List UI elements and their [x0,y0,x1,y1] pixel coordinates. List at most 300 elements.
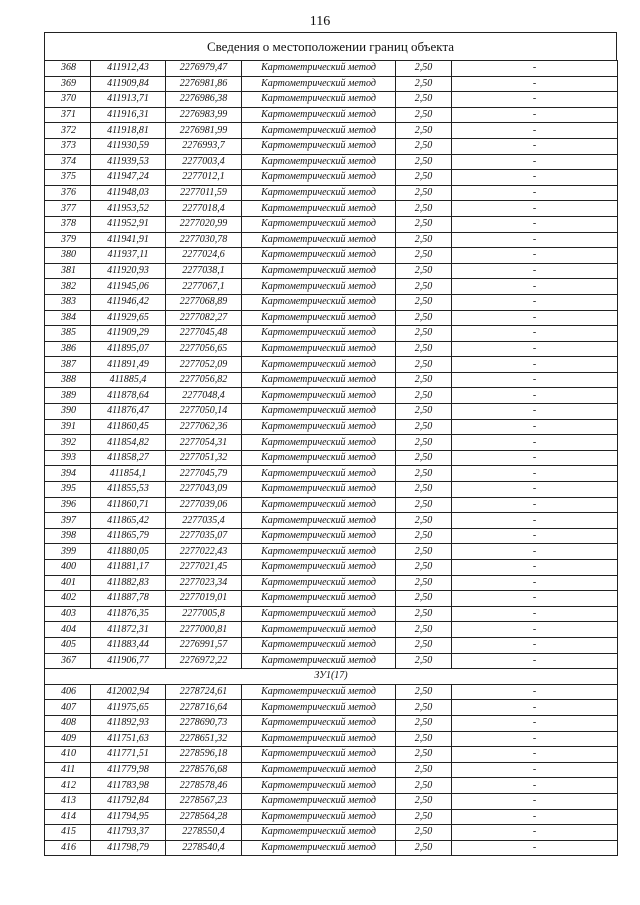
x-coordinate-cell: 411885,4 [91,372,166,388]
method-cell: Картометрический метод [242,762,396,778]
accuracy-cell: 2,50 [396,123,452,139]
accuracy-cell: 2,50 [396,450,452,466]
point-number-cell: 416 [45,840,91,856]
method-cell: Картометрический метод [242,622,396,638]
method-cell: Картометрический метод [242,825,396,841]
description-cell: - [452,232,618,248]
table-row [45,248,618,264]
y-coordinate-cell: 2277022,43 [166,544,242,560]
y-coordinate-cell: 2277052,09 [166,357,242,373]
method-cell: Картометрический метод [242,715,396,731]
description-cell: - [452,700,618,716]
x-coordinate-cell: 411878,64 [91,388,166,404]
accuracy-cell: 2,50 [396,747,452,763]
point-number-cell: 385 [45,326,91,342]
table-row [45,762,618,778]
description-cell: - [452,248,618,264]
table-row [45,544,618,560]
description-cell: - [452,435,618,451]
x-coordinate-cell: 411779,98 [91,762,166,778]
accuracy-cell: 2,50 [396,76,452,92]
y-coordinate-cell: 2278567,23 [166,793,242,809]
y-coordinate-cell: 2277012,1 [166,170,242,186]
y-coordinate-cell: 2277000,81 [166,622,242,638]
method-cell: Картометрический метод [242,731,396,747]
method-cell: Картометрический метод [242,809,396,825]
table-row [45,232,618,248]
point-number-cell: 406 [45,684,91,700]
accuracy-cell: 2,50 [396,435,452,451]
description-cell: - [452,715,618,731]
table-row [45,497,618,513]
page-number: 116 [309,14,331,29]
description-cell: - [452,778,618,794]
method-cell: Картометрический метод [242,591,396,607]
method-cell: Картометрический метод [242,482,396,498]
table-row [45,466,618,482]
x-coordinate-cell: 411771,51 [91,747,166,763]
accuracy-cell: 2,50 [396,232,452,248]
y-coordinate-cell: 2277021,45 [166,560,242,576]
x-coordinate-cell: 411975,65 [91,700,166,716]
y-coordinate-cell: 2276981,86 [166,76,242,92]
y-coordinate-cell: 2277003,4 [166,154,242,170]
method-cell: Картометрический метод [242,248,396,264]
x-coordinate-cell: 411783,98 [91,778,166,794]
point-number-cell: 367 [45,653,91,669]
method-cell: Картометрический метод [242,497,396,513]
table-row [45,560,618,576]
method-cell: Картометрический метод [242,216,396,232]
description-cell: - [452,762,618,778]
point-number-cell: 373 [45,138,91,154]
y-coordinate-cell: 2277056,65 [166,341,242,357]
y-coordinate-cell: 2277082,27 [166,310,242,326]
x-coordinate-cell: 411793,37 [91,825,166,841]
table-body [45,61,618,856]
x-coordinate-cell: 411854,82 [91,435,166,451]
x-coordinate-cell: 411858,27 [91,450,166,466]
description-cell: - [452,61,618,77]
table-row [45,216,618,232]
point-number-cell: 377 [45,201,91,217]
accuracy-cell: 2,50 [396,591,452,607]
y-coordinate-cell: 2277043,09 [166,482,242,498]
point-number-cell: 412 [45,778,91,794]
description-cell: - [452,731,618,747]
x-coordinate-cell: 411865,79 [91,528,166,544]
accuracy-cell: 2,50 [396,793,452,809]
table-row [45,310,618,326]
description-cell: - [452,388,618,404]
accuracy-cell: 2,50 [396,341,452,357]
y-coordinate-cell: 2277067,1 [166,279,242,295]
accuracy-cell: 2,50 [396,326,452,342]
method-cell: Картометрический метод [242,123,396,139]
x-coordinate-cell: 411948,03 [91,185,166,201]
method-cell: Картометрический метод [242,528,396,544]
point-number-cell: 396 [45,497,91,513]
accuracy-cell: 2,50 [396,497,452,513]
description-cell: - [452,840,618,856]
table-row [45,731,618,747]
x-coordinate-cell: 411941,91 [91,232,166,248]
point-number-cell: 388 [45,372,91,388]
method-cell: Картометрический метод [242,263,396,279]
method-cell: Картометрический метод [242,404,396,420]
accuracy-cell: 2,50 [396,357,452,373]
y-coordinate-cell: 2278690,73 [166,715,242,731]
point-number-cell: 409 [45,731,91,747]
accuracy-cell: 2,50 [396,513,452,529]
description-cell: - [452,591,618,607]
method-cell: Картометрический метод [242,76,396,92]
accuracy-cell: 2,50 [396,700,452,716]
y-coordinate-cell: 2276986,38 [166,92,242,108]
method-cell: Картометрический метод [242,606,396,622]
accuracy-cell: 2,50 [396,138,452,154]
accuracy-cell: 2,50 [396,809,452,825]
method-cell: Картометрический метод [242,793,396,809]
description-cell: - [452,560,618,576]
description-cell: - [452,123,618,139]
y-coordinate-cell: 2277018,4 [166,201,242,217]
accuracy-cell: 2,50 [396,825,452,841]
x-coordinate-cell: 411947,24 [91,170,166,186]
table-row [45,76,618,92]
accuracy-cell: 2,50 [396,216,452,232]
x-coordinate-cell: 411930,59 [91,138,166,154]
y-coordinate-cell: 2276991,57 [166,637,242,653]
point-number-cell: 380 [45,248,91,264]
x-coordinate-cell: 411952,91 [91,216,166,232]
description-cell: - [452,466,618,482]
method-cell: Картометрический метод [242,92,396,108]
accuracy-cell: 2,50 [396,154,452,170]
accuracy-cell: 2,50 [396,61,452,77]
x-coordinate-cell: 411855,53 [91,482,166,498]
accuracy-cell: 2,50 [396,466,452,482]
y-coordinate-cell: 2277050,14 [166,404,242,420]
method-cell: Картометрический метод [242,419,396,435]
y-coordinate-cell: 2277068,89 [166,294,242,310]
x-coordinate-cell: 411751,63 [91,731,166,747]
method-cell: Картометрический метод [242,294,396,310]
point-number-cell: 384 [45,310,91,326]
point-number-cell: 411 [45,762,91,778]
accuracy-cell: 2,50 [396,185,452,201]
table-row [45,294,618,310]
description-cell: - [452,575,618,591]
method-cell: Картометрический метод [242,326,396,342]
point-number-cell: 386 [45,341,91,357]
table-row [45,700,618,716]
y-coordinate-cell: 2278564,28 [166,809,242,825]
method-cell: Картометрический метод [242,138,396,154]
y-coordinate-cell: 2277024,6 [166,248,242,264]
y-coordinate-cell: 2278576,68 [166,762,242,778]
table-row [45,793,618,809]
y-coordinate-cell: 2276993,7 [166,138,242,154]
x-coordinate-cell: 411865,42 [91,513,166,529]
y-coordinate-cell: 2278578,46 [166,778,242,794]
point-number-cell: 398 [45,528,91,544]
description-cell: - [452,747,618,763]
x-coordinate-cell: 411909,84 [91,76,166,92]
y-coordinate-cell: 2278724,61 [166,684,242,700]
method-cell: Картометрический метод [242,513,396,529]
point-number-cell: 376 [45,185,91,201]
table-title: Сведения о местоположении границ объекта [44,32,617,60]
description-cell: - [452,263,618,279]
x-coordinate-cell: 411906,77 [91,653,166,669]
table-row [45,435,618,451]
y-coordinate-cell: 2277035,4 [166,513,242,529]
table-row [45,653,618,669]
accuracy-cell: 2,50 [396,622,452,638]
table-row [45,622,618,638]
y-coordinate-cell: 2278596,18 [166,747,242,763]
x-coordinate-cell: 411916,31 [91,107,166,123]
x-coordinate-cell: 411798,79 [91,840,166,856]
method-cell: Картометрический метод [242,185,396,201]
x-coordinate-cell: 411939,53 [91,154,166,170]
description-cell: - [452,138,618,154]
x-coordinate-cell: 411918,81 [91,123,166,139]
boundary-table-sheet [44,32,617,856]
point-number-cell: 414 [45,809,91,825]
y-coordinate-cell: 2277020,99 [166,216,242,232]
table-row [45,279,618,295]
table-row [45,341,618,357]
method-cell: Картометрический метод [242,653,396,669]
description-cell: - [452,419,618,435]
table-row [45,419,618,435]
accuracy-cell: 2,50 [396,482,452,498]
table-row [45,357,618,373]
accuracy-cell: 2,50 [396,404,452,420]
table-row [45,684,618,700]
x-coordinate-cell: 411895,07 [91,341,166,357]
method-cell: Картометрический метод [242,435,396,451]
point-number-cell: 382 [45,279,91,295]
x-coordinate-cell: 411887,78 [91,591,166,607]
table-row [45,404,618,420]
point-number-cell: 387 [45,357,91,373]
x-coordinate-cell: 411883,44 [91,637,166,653]
y-coordinate-cell: 2277005,8 [166,606,242,622]
point-number-cell: 390 [45,404,91,420]
point-number-cell: 369 [45,76,91,92]
table-row [45,154,618,170]
x-coordinate-cell: 411946,42 [91,294,166,310]
section-label: ЗУ1(17) [45,669,618,685]
y-coordinate-cell: 2278540,4 [166,840,242,856]
method-cell: Картометрический метод [242,575,396,591]
table-row [45,326,618,342]
description-cell: - [452,622,618,638]
description-cell: - [452,76,618,92]
description-cell: - [452,341,618,357]
table-row [45,825,618,841]
x-coordinate-cell: 411860,45 [91,419,166,435]
point-number-cell: 379 [45,232,91,248]
point-number-cell: 392 [45,435,91,451]
table-row [45,123,618,139]
description-cell: - [452,154,618,170]
method-cell: Картометрический метод [242,747,396,763]
x-coordinate-cell: 411860,71 [91,497,166,513]
method-cell: Картометрический метод [242,684,396,700]
table-row [45,747,618,763]
method-cell: Картометрический метод [242,279,396,295]
table-row [45,138,618,154]
x-coordinate-cell: 411953,52 [91,201,166,217]
method-cell: Картометрический метод [242,61,396,77]
point-number-cell: 375 [45,170,91,186]
method-cell: Картометрический метод [242,544,396,560]
table-row [45,372,618,388]
description-cell: - [452,185,618,201]
description-cell: - [452,809,618,825]
table-row [45,388,618,404]
method-cell: Картометрический метод [242,357,396,373]
boundary-coordinates-table [44,60,618,856]
method-cell: Картометрический метод [242,700,396,716]
y-coordinate-cell: 2276972,22 [166,653,242,669]
point-number-cell: 415 [45,825,91,841]
description-cell: - [452,793,618,809]
accuracy-cell: 2,50 [396,715,452,731]
table-row [45,482,618,498]
y-coordinate-cell: 2276979,47 [166,61,242,77]
point-number-cell: 393 [45,450,91,466]
accuracy-cell: 2,50 [396,279,452,295]
description-cell: - [452,326,618,342]
x-coordinate-cell: 411882,83 [91,575,166,591]
point-number-cell: 383 [45,294,91,310]
x-coordinate-cell: 411792,84 [91,793,166,809]
method-cell: Картометрический метод [242,560,396,576]
table-row [45,606,618,622]
point-number-cell: 413 [45,793,91,809]
table-row [45,92,618,108]
method-cell: Картометрический метод [242,840,396,856]
description-cell: - [452,170,618,186]
accuracy-cell: 2,50 [396,575,452,591]
point-number-cell: 368 [45,61,91,77]
accuracy-cell: 2,50 [396,544,452,560]
table-row [45,185,618,201]
table-row [45,637,618,653]
y-coordinate-cell: 2277062,36 [166,419,242,435]
y-coordinate-cell: 2277045,48 [166,326,242,342]
y-coordinate-cell: 2278716,64 [166,700,242,716]
table-row [45,591,618,607]
description-cell: - [452,92,618,108]
accuracy-cell: 2,50 [396,731,452,747]
accuracy-cell: 2,50 [396,294,452,310]
point-number-cell: 394 [45,466,91,482]
description-cell: - [452,216,618,232]
y-coordinate-cell: 2277054,31 [166,435,242,451]
section-row [45,669,618,685]
point-number-cell: 408 [45,715,91,731]
accuracy-cell: 2,50 [396,310,452,326]
method-cell: Картометрический метод [242,154,396,170]
table-row [45,450,618,466]
x-coordinate-cell: 411909,29 [91,326,166,342]
method-cell: Картометрический метод [242,466,396,482]
table-row [45,575,618,591]
x-coordinate-cell: 411929,65 [91,310,166,326]
x-coordinate-cell: 411876,47 [91,404,166,420]
description-cell: - [452,684,618,700]
x-coordinate-cell: 411920,93 [91,263,166,279]
description-cell: - [452,497,618,513]
point-number-cell: 374 [45,154,91,170]
accuracy-cell: 2,50 [396,388,452,404]
accuracy-cell: 2,50 [396,606,452,622]
description-cell: - [452,544,618,560]
description-cell: - [452,372,618,388]
accuracy-cell: 2,50 [396,92,452,108]
accuracy-cell: 2,50 [396,372,452,388]
point-number-cell: 391 [45,419,91,435]
table-row [45,715,618,731]
description-cell: - [452,482,618,498]
x-coordinate-cell: 411891,49 [91,357,166,373]
y-coordinate-cell: 2277035,07 [166,528,242,544]
point-number-cell: 400 [45,560,91,576]
x-coordinate-cell: 412002,94 [91,684,166,700]
x-coordinate-cell: 411880,05 [91,544,166,560]
method-cell: Картометрический метод [242,372,396,388]
accuracy-cell: 2,50 [396,778,452,794]
x-coordinate-cell: 411881,17 [91,560,166,576]
method-cell: Картометрический метод [242,107,396,123]
y-coordinate-cell: 2277045,79 [166,466,242,482]
point-number-cell: 378 [45,216,91,232]
accuracy-cell: 2,50 [396,107,452,123]
description-cell: - [452,513,618,529]
x-coordinate-cell: 411876,35 [91,606,166,622]
description-cell: - [452,528,618,544]
point-number-cell: 403 [45,606,91,622]
x-coordinate-cell: 411945,06 [91,279,166,295]
y-coordinate-cell: 2277023,34 [166,575,242,591]
y-coordinate-cell: 2278550,4 [166,825,242,841]
point-number-cell: 372 [45,123,91,139]
table-row [45,778,618,794]
description-cell: - [452,450,618,466]
method-cell: Картометрический метод [242,450,396,466]
description-cell: - [452,404,618,420]
accuracy-cell: 2,50 [396,248,452,264]
method-cell: Картометрический метод [242,201,396,217]
x-coordinate-cell: 411794,95 [91,809,166,825]
table-row [45,513,618,529]
accuracy-cell: 2,50 [396,762,452,778]
point-number-cell: 370 [45,92,91,108]
description-cell: - [452,825,618,841]
accuracy-cell: 2,50 [396,419,452,435]
point-number-cell: 389 [45,388,91,404]
accuracy-cell: 2,50 [396,170,452,186]
point-number-cell: 402 [45,591,91,607]
point-number-cell: 399 [45,544,91,560]
x-coordinate-cell: 411872,31 [91,622,166,638]
